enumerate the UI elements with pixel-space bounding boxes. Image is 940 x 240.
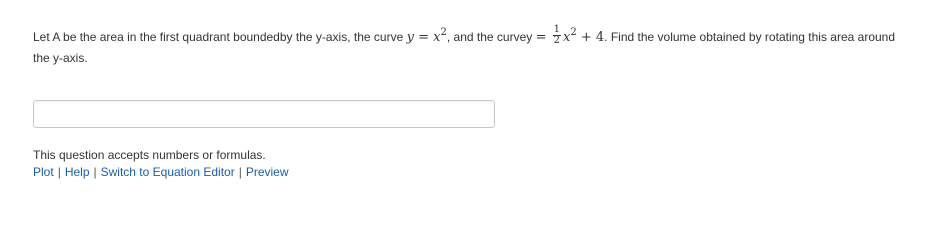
curve2-fraction — [553, 25, 561, 46]
curve2-equals: = — [535, 30, 547, 45]
question-text-part3: . Find the volume obtained by rotating this area around the y-axis. — [33, 30, 896, 65]
help-link[interactable]: Help — [64, 165, 90, 179]
link-separator: | — [57, 165, 61, 179]
preview-link[interactable]: Preview — [245, 165, 289, 179]
curve2-tail: + 4 — [580, 30, 605, 45]
plot-link[interactable]: Plot — [33, 165, 54, 179]
curve2-formula — [535, 24, 605, 46]
accepts-info: This question accepts numbers or formulas. — [33, 148, 266, 162]
curve2-fraction-numerator: 1 — [553, 24, 561, 35]
curve1-exponent: 2 — [440, 27, 447, 38]
curve1-equals: = — [418, 30, 429, 45]
curve1-lhs: y — [406, 30, 414, 45]
equation-editor-link[interactable]: Switch to Equation Editor — [100, 165, 235, 179]
question-text-part2: , and the curvey — [446, 30, 533, 44]
curve2-variable: x — [563, 30, 571, 45]
curve1-rhs: x — [433, 30, 441, 45]
question-text — [33, 22, 913, 69]
curve2-fraction-denominator: 2 — [553, 35, 561, 46]
answer-tools-links — [33, 165, 289, 179]
answer-input[interactable] — [33, 100, 495, 128]
curve1-formula — [406, 27, 447, 45]
link-separator: | — [238, 165, 242, 179]
link-separator: | — [93, 165, 97, 179]
curve2-exponent: 2 — [570, 27, 577, 38]
question-text-part1: Let A be the area in the first quadrant boundedby the y-axis, the curve — [33, 30, 404, 44]
